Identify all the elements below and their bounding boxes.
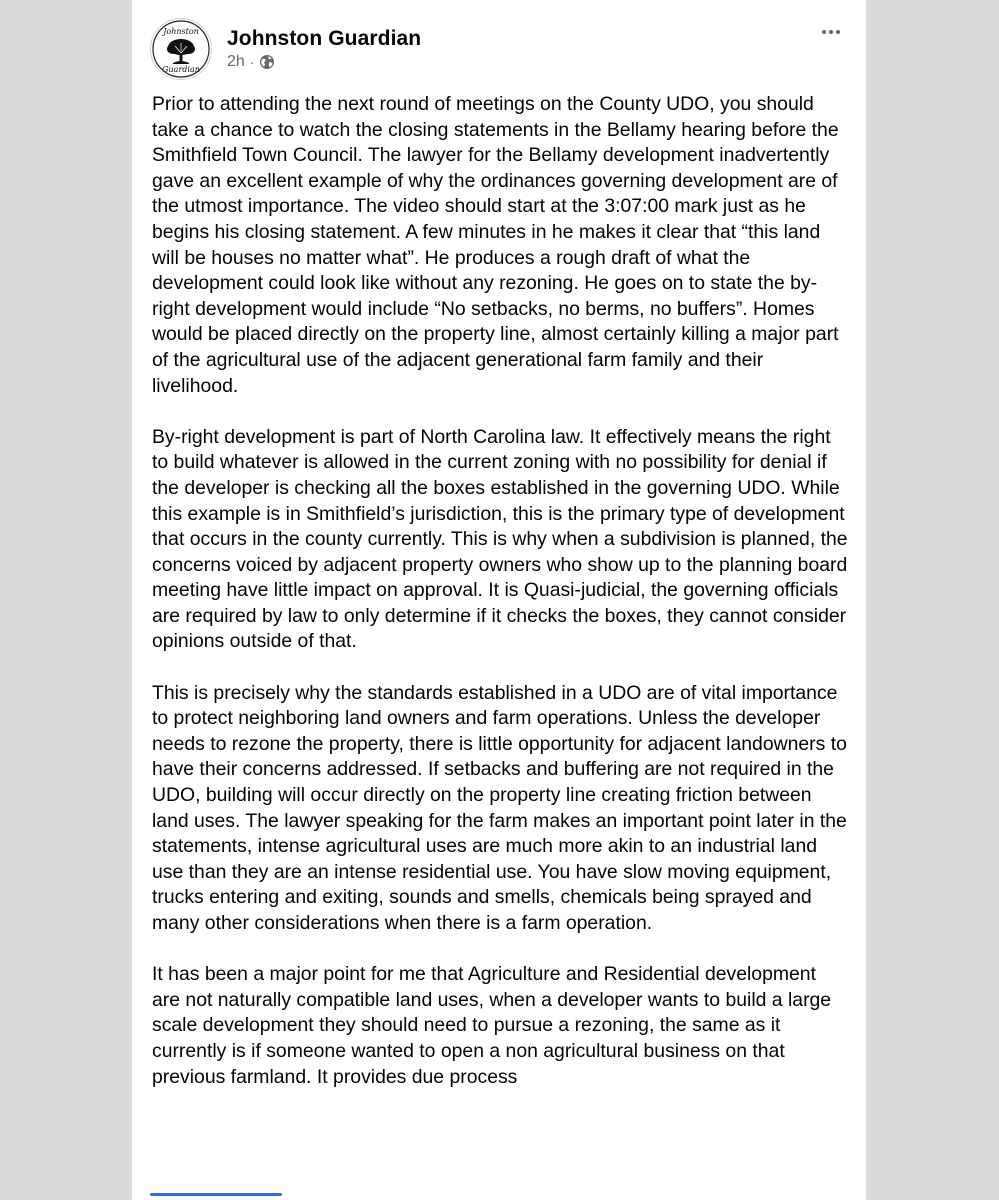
post-timestamp[interactable]: 2h	[227, 53, 245, 70]
page-name[interactable]: Johnston Guardian	[227, 27, 422, 50]
logo-text-bottom: Guardian	[162, 65, 200, 74]
more-dot	[822, 30, 826, 34]
more-dot	[836, 30, 840, 34]
post-paragraph-1: Prior to attending the next round of meetings on the County UDO, you should take a chance to watch the closing statements in the Bellamy hearing before the Smithfield Town Council. The lawyer for the Bellamy development inadvertently gave an excellent example of why the ordinances governing development are of the utmost importance. The video should start at the 3:07:00 mark just as he begins his closing statement. A few minutes in he makes it clear that “this land will be houses no matter what”. He produces a rough draft of what the development could look like without any rezoning. He goes on to state the by-right development would include “No setbacks, no berms, no buffers”. Homes would be placed directly on the property line, almost certainly killing a major part of the agricultural use of the adjacent generational farm family and their livelihood.	[152, 93, 839, 397]
meta-separator: ·	[249, 54, 255, 70]
globe-icon[interactable]	[259, 54, 275, 70]
post-paragraph-2: By-right development is part of North Carolina law. It effectively means the right to build whatever is allowed in the current zoning with no possibility for denial if the developer is checking all the boxes established in the governing UDO. While this example is in Smithfield’s jurisdiction, this is the primary type of development that occurs in the county currently. This is why when a subdivision is planned, the concerns voiced by adjacent property owners who show up to the planning board meeting have little impact on approval. It is Quasi-judicial, the governing officials are required by law to only determine if it checks the boxes, they cannot consider opinions outside of that.	[152, 425, 848, 653]
post-meta	[227, 53, 275, 71]
tree-icon	[151, 19, 211, 79]
page-avatar[interactable]	[150, 18, 212, 80]
post-paragraph-4: It has been a major point for me that Agriculture and Residential development are not naturally compatible land uses, when a developer wants to build a large scale development they should need to pursue a rezoning, the same as it currently is if someone wanted to open a non agricultural business on that previous farmland. It provides due process	[152, 963, 832, 1088]
post-header	[150, 18, 848, 80]
post-body	[152, 92, 848, 1116]
more-dot	[829, 30, 833, 34]
logo-text-top: Johnston	[163, 27, 199, 36]
more-options-icon[interactable]	[814, 20, 848, 44]
post-card	[132, 0, 866, 1200]
horizontal-scroll-indicator[interactable]	[150, 1193, 282, 1196]
post-paragraph-3: This is precisely why the standards established in a UDO are of vital importance to protect neighboring land owners and farm operations. Unless the developer needs to rezone the property, there is little opportunity for adjacent landowners to have their concerns addressed. If setbacks and buffering are not required in the UDO, building will occur directly on the property line creating friction between land uses. The lawyer speaking for the farm makes an important point later in the statements, intense agricultural uses are much more akin to an industrial land use than they are an intense residential use. You have slow moving equipment, trucks entering and exiting, sounds and smells, chemicals being sprayed and many other considerations when there is a farm operation.	[152, 681, 847, 934]
